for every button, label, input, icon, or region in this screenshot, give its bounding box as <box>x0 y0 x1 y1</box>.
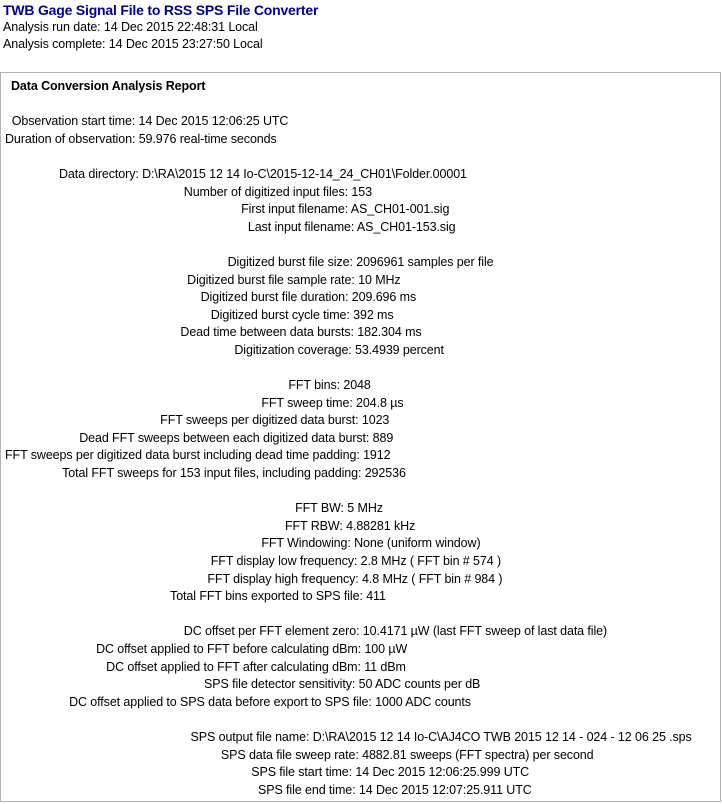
report-line: DC offset per FFT element zero: 10.4171 µW (last FFT sweep of last data file) <box>5 624 608 639</box>
analysis-complete-line: Analysis complete: 14 Dec 2015 23:27:50 Local <box>3 37 263 51</box>
report-line: SPS output file name: D:\RA\2015 12 14 Io-C\AJ4CO TWB 2015 12 14 - 024 - 12 06 25 .sps <box>5 729 692 744</box>
blank-line <box>5 483 720 501</box>
report-line: Last input filename: AS_CH01-153.sig <box>5 219 456 234</box>
report-line: Digitized burst file duration: 209.696 ms <box>5 290 417 305</box>
report-line: SPS data file sweep rate: 4882.81 sweeps (FFT spectra) per second <box>5 747 594 762</box>
report-lines <box>5 96 720 800</box>
report-line: Duration of observation: 59.976 real-time seconds <box>5 131 277 146</box>
report-line: First input filename: AS_CH01-001.sig <box>5 202 450 217</box>
report-line: FFT display low frequency: 2.8 MHz ( FFT bin # 574 ) <box>5 554 502 569</box>
report-line: FFT sweeps per digitized data burst: 1023 <box>5 413 390 428</box>
app-title: TWB Gage Signal File to RSS SPS File Converter <box>3 2 319 18</box>
blank-line <box>5 148 720 166</box>
report-line: DC offset applied to FFT after calculating dBm: 11 dBm <box>5 659 406 674</box>
blank-line <box>5 96 720 114</box>
report-line: Observation start time: 14 Dec 2015 12:06:25 UTC <box>5 114 289 129</box>
analysis-run-date-line: Analysis run date: 14 Dec 2015 22:48:31 Local <box>3 20 258 34</box>
report-line: Total FFT bins exported to SPS file: 411 <box>5 589 386 604</box>
report-title: Data Conversion Analysis Report <box>11 79 206 93</box>
blank-line <box>5 360 720 378</box>
report-line: SPS file start time: 14 Dec 2015 12:06:25.999 UTC <box>5 765 530 780</box>
report-line: FFT display high frequency: 4.8 MHz ( FFT bin # 984 ) <box>5 571 503 586</box>
blank-line <box>5 606 720 624</box>
report-line: Digitized burst file size: 2096961 samples per file <box>5 254 494 269</box>
report-line: Digitized burst file sample rate: 10 MHz <box>5 272 401 287</box>
report-line: Digitized burst cycle time: 392 ms <box>5 307 394 322</box>
report-line: FFT RBW: 4.88281 kHz <box>5 518 416 533</box>
page-header <box>0 0 722 53</box>
report-line: FFT sweep time: 204.8 µs <box>5 395 404 410</box>
report-line: Dead time between data bursts: 182.304 ms <box>5 325 422 340</box>
report-line: Number of digitized input files: 153 <box>5 184 372 199</box>
report-line: DC offset applied to SPS data before export to SPS file: 1000 ADC counts <box>5 694 471 709</box>
report-line: SPS file end time: 14 Dec 2015 12:07:25.911 UTC <box>5 782 532 797</box>
report-box <box>0 72 721 802</box>
report-line: Total FFT sweeps for 153 input files, including padding: 292536 <box>5 466 406 481</box>
report-line: FFT bins: 2048 <box>5 378 371 393</box>
blank-line <box>5 711 720 729</box>
report-line: FFT sweeps per digitized data burst including dead time padding: 1912 <box>5 448 391 463</box>
blank-line <box>5 236 720 254</box>
report-line: DC offset applied to FFT before calculating dBm: 100 µW <box>5 642 408 656</box>
report-line: Data directory: D:\RA\2015 12 14 Io-C\2015-12-14_24_CH01\Folder.00001 <box>5 166 467 181</box>
report-line: FFT BW: 5 MHz <box>5 501 383 516</box>
report-line: Dead FFT sweeps between each digitized data burst: 889 <box>5 430 394 445</box>
report-line: SPS file detector sensitivity: 50 ADC counts per dB <box>5 677 481 692</box>
report-line: FFT Windowing: None (uniform window) <box>5 536 481 551</box>
report-line: Digitization coverage: 53.4939 percent <box>5 342 444 357</box>
